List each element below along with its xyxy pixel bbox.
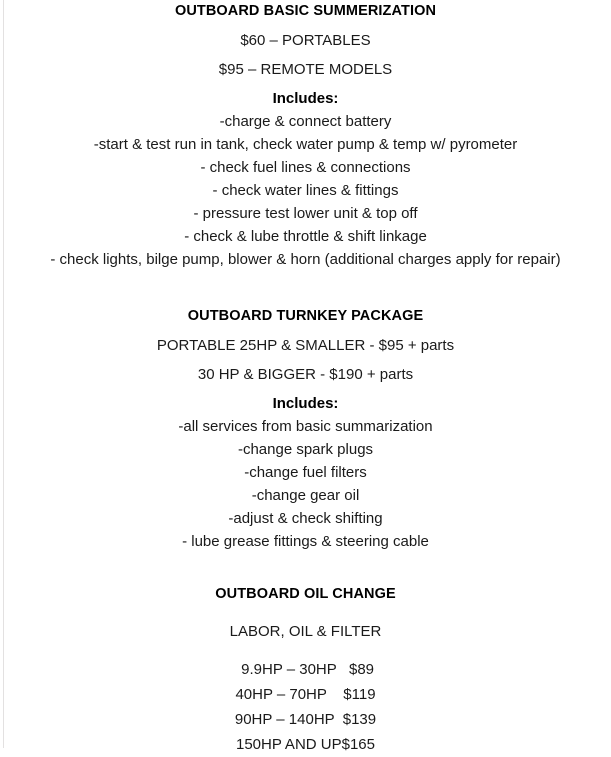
service-item: -change fuel filters bbox=[244, 464, 367, 481]
section-heading: OUTBOARD BASIC SUMMERIZATION bbox=[174, 3, 437, 19]
service-item: - lube grease fittings & steering cable bbox=[182, 533, 429, 550]
price-line: PORTABLE 25HP & SMALLER - $95 + parts bbox=[156, 337, 455, 354]
price-row: 90HP – 140HP $139 bbox=[234, 711, 377, 728]
includes-label: Includes: bbox=[272, 90, 339, 107]
price-row: 9.9HP – 30HP $89 bbox=[236, 661, 375, 678]
price-row: 150HP AND UP$165 bbox=[236, 736, 375, 753]
section-heading: OUTBOARD OIL CHANGE bbox=[215, 586, 396, 602]
spacer bbox=[18, 606, 593, 620]
section-spacer bbox=[18, 553, 593, 583]
service-item: -adjust & check shifting bbox=[228, 510, 383, 527]
section-basic-summerization bbox=[18, 0, 593, 271]
oil-change-price-table bbox=[18, 657, 593, 757]
service-item: - check & lube throttle & shift linkage bbox=[184, 228, 427, 245]
service-item: - check water lines & fittings bbox=[212, 182, 399, 199]
section-heading: OUTBOARD TURNKEY PACKAGE bbox=[187, 308, 424, 324]
service-item: - check fuel lines & connections bbox=[200, 159, 411, 176]
service-item: - check lights, bilge pump, blower & horn (additional charges apply for repair) bbox=[50, 251, 561, 268]
service-item: - pressure test lower unit & top off bbox=[193, 205, 418, 222]
service-item: -charge & connect battery bbox=[219, 113, 392, 130]
section-turnkey-package bbox=[18, 305, 593, 553]
price-line: $95 – REMOTE MODELS bbox=[218, 61, 393, 78]
price-line: $60 – PORTABLES bbox=[240, 32, 371, 49]
includes-label: Includes: bbox=[272, 395, 339, 412]
service-item: -start & test run in tank, check water pump & temp w/ pyrometer bbox=[93, 136, 518, 153]
section-subtitle: LABOR, OIL & FILTER bbox=[229, 623, 382, 640]
section-spacer bbox=[18, 271, 593, 305]
service-item: -change gear oil bbox=[251, 487, 360, 504]
service-item: -change spark plugs bbox=[237, 441, 374, 458]
section-oil-change bbox=[18, 583, 593, 757]
price-line: 30 HP & BIGGER - $190 + parts bbox=[197, 366, 414, 383]
spacer bbox=[18, 643, 593, 657]
service-item: -all services from basic summarization bbox=[178, 418, 433, 435]
price-row: 40HP – 70HP $119 bbox=[235, 686, 376, 703]
